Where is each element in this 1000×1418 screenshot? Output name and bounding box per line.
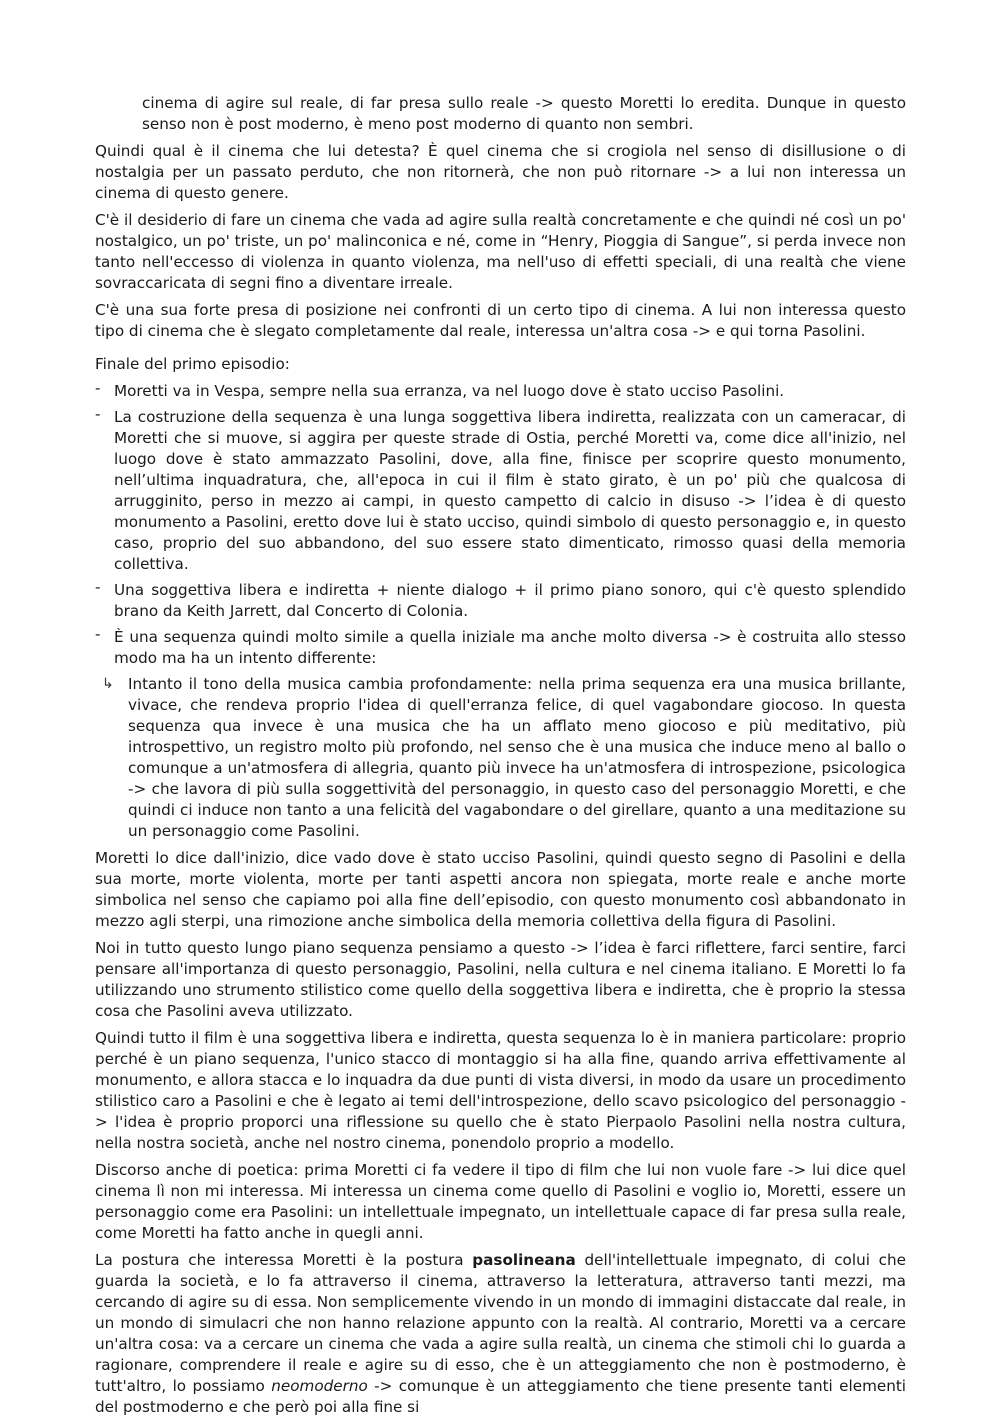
posture-italic-term: neomoderno [271, 1377, 368, 1395]
dash-bullet-icon: - [95, 578, 101, 596]
posture-text-e: -> comunque è un atteggiamento che tiene presente tanti elementi del postmoderno e che però poi alla fine si [95, 1377, 907, 1416]
list-item-text: È una sequenza quindi molto simile a quella iniziale ma anche molto diversa -> è costruita allo stesso modo ma ha un intento differente: [114, 628, 906, 667]
list-item [95, 627, 906, 669]
list-item-text: Una soggettiva libera e indiretta + niente dialogo + il primo piano sonoro, qui c'è questo splendido brano da Keith Jarrett, dal Concerto di Colonia. [114, 581, 906, 620]
sub-list-item [95, 674, 906, 842]
paragraph-long-take: Noi in tutto questo lungo piano sequenza pensiamo a questo -> l’idea è farci riflettere, farci sentire, farci pensare all'importanza di questo personaggio, Pasolini, nella cultura e nel cinema italiano. E Moretti lo fa utilizzando uno strumento stilistico come quello della soggettiva libera e indiretta, che è proprio la stessa cosa che Pasolini aveva utilizzato. [95, 939, 906, 1020]
paragraph-desire-cinema: C'è il desiderio di fare un cinema che vada ad agire sulla realtà concretamente e che quindi né così un po' nostalgico, un po' triste, un po' malinconica e né, come in “Henry, Pioggia di Sangue”, si perda invece non tanto nell'eccesso di violenza in quanto violenza, ma nell'uso di effetti speciali, di una realtà che viene sovraccaricata di segni fino a diventare irreale. [95, 211, 906, 292]
posture-text-a: La postura che interessa Moretti è la postura [95, 1251, 473, 1269]
list-item [95, 407, 906, 575]
list-item [95, 580, 906, 622]
bullet-list [95, 381, 906, 669]
posture-text-c: dell'intellettuale impegnato, di colui che guarda la società, e lo fa attraverso il cinema, attraverso la letteratura, attraverso tanti mezzi, ma cercando di agire su di essa. Non semplicemente vivendo in un mondo di immagini distaccate dal reale, in un mondo di simulacri che non hanno relazione appunto con la realtà. Al contrario, Moretti va a cercare un'altra cosa: va a cercare un cinema che vada a agire sulla realtà, un cinema che stimoli chi lo guarda a ragionare, comprendere il reale e agire su di esso, che è un atteggiamento che non è postmoderno, è tutt'altro, lo possiamo [95, 1251, 906, 1395]
paragraph-finale-heading: Finale del primo episodio: [95, 355, 290, 373]
list-item-text: Moretti va in Vespa, sempre nella sua erranza, va nel luogo dove è stato ucciso Pasolini. [114, 382, 785, 400]
paragraph-cinema-detested: Quindi qual è il cinema che lui detesta? È quel cinema che si crogiola nel senso di disillusione o di nostalgia per un passato perduto, che non ritornerà, che non può ritornare -> a lui non interessa un cinema di questo genere. [95, 142, 906, 202]
paragraph-free-indirect: Quindi tutto il film è una soggettiva libera e indiretta, questa sequenza lo è in maniera particolare: proprio perché è un piano sequenza, l'unico stacco di montaggio si ha alla fine, quando arriva effettivamente al monumento, e allora stacca e lo inquadra da due punti di vista diversi, in modo da usare un procedimento stilistico caro a Pasolini e che è legato ai temi dell'introspezione, dello scavo psicologico del personaggio -> l'idea è proprio proporci una riflessione su quello che è stato Pierpaolo Pasolini nella nostra cultura, nella nostra società, anche nel nostro cinema, ponendolo proprio a modello. [95, 1029, 906, 1152]
paragraph-continuation: cinema di agire sul reale, di far presa sullo reale -> questo Moretti lo eredita. Dunque in questo senso non è post moderno, è meno post moderno di quanto non sembri. [142, 94, 906, 133]
paragraph-posture [95, 1250, 906, 1418]
paragraph-poetics: Discorso anche di poetica: prima Moretti ci fa vedere il tipo di film che lui non vuole fare -> lui dice quel cinema lì non mi interessa. Mi interessa un cinema come quello di Pasolini e voglio io, Moretti, essere un personaggio come era Pasolini: un intellettuale impegnato, un intellettuale capace di far presa sulla reale, come Moretti ha fatto anche in quegli anni. [95, 1161, 906, 1242]
dash-bullet-icon: - [95, 625, 101, 643]
posture-bold-term: pasolineana [472, 1251, 576, 1269]
paragraph-moretti-says: Moretti lo dice dall'inizio, dice vado dove è stato ucciso Pasolini, quindi questo segno di Pasolini e della sua morte, morte violenta, morte per tanti aspetti ancora non spiegata, morte reale e anche morte simbolica nel senso che capiamo poi alla fine dell’episodio, con questo monumento così abbandonato in mezzo agli sterpi, una rimozione anche simbolica della memoria collettiva della figura di Pasolini. [95, 849, 906, 930]
paragraph-position: C'è una sua forte presa di posizione nei confronti di un certo tipo di cinema. A lui non interessa questo tipo di cinema che è slegato completamente dal reale, interessa un'altra cosa -> e qui torna Pasolini. [95, 301, 906, 340]
list-item-text: La costruzione della sequenza è una lunga soggettiva libera indiretta, realizzata con un cameracar, di Moretti che si muove, si aggira per queste strade di Ostia, perché Moretti va, come dice all'inizio, nel luogo dove è stato ammazzato Pasolini, dove, alla fine, finisce per scoprire questo monumento, nell’ultima inquadratura, che, all'epoca in cui il film è stato girato, è un po' più che qualcosa di arrugginito, perso in mezzo ai campi, in questo campetto di calcio in disuso -> l’idea è di questo monumento a Pasolini, eretto dove lui è stato ucciso, quindi simbolo di questo personaggio e, in questo caso, proprio del suo abbandono, del suo essere stato dimenticato, rimosso quasi della memoria collettiva. [114, 408, 906, 573]
sub-list-item-text: Intanto il tono della musica cambia profondamente: nella prima sequenza era una musica brillante, vivace, che rendeva proprio l'idea di quell'erranza felice, di quel vagabondare giocoso. In questa sequenza qua invece è una musica che ha un afflato meno giocoso e più meditativo, più introspettivo, un registro molto più profondo, nel senso che è una musica che induce meno al ballo o comunque a un'atmosfera di allegria, quanto più invece ha un'atmosfera di introspezione, psicologica -> che lavora di più sulla soggettività del personaggio, in questo caso del personaggio Moretti, e che quindi ci induce non tanto a una felicità del vagabondare o del girellare, quanto a una meditazione su un personaggio come Pasolini. [128, 675, 906, 840]
dash-bullet-icon: - [95, 379, 101, 397]
curved-arrow-icon: ↳ [102, 676, 114, 692]
list-item [95, 381, 906, 402]
dash-bullet-icon: - [95, 405, 101, 423]
